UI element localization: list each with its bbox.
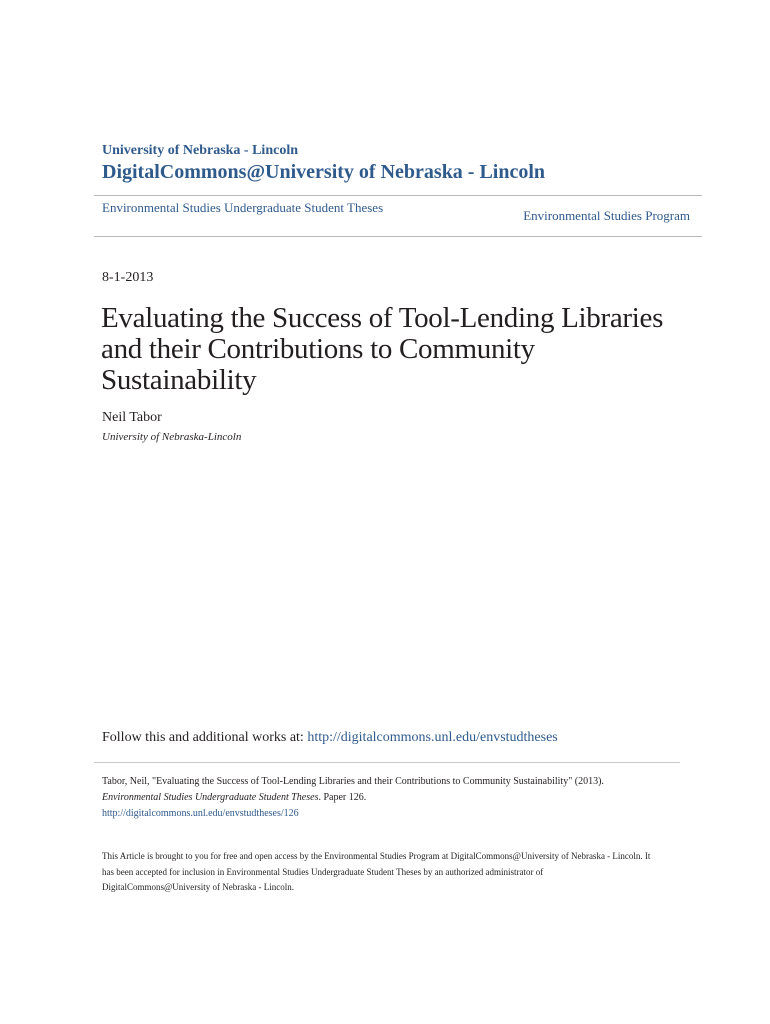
repository-name[interactable]: DigitalCommons@University of Nebraska - Lincoln bbox=[102, 161, 546, 183]
citation-divider bbox=[94, 762, 680, 763]
citation-journal: Environmental Studies Undergraduate Student Theses bbox=[102, 792, 319, 803]
author-name: Neil Tabor bbox=[102, 410, 162, 425]
citation-link[interactable]: http://digitalcommons.unl.edu/envstudtheses/126 bbox=[102, 808, 299, 819]
paper-title bbox=[101, 303, 701, 396]
notice-line: DigitalCommons@University of Nebraska - Lincoln. bbox=[102, 882, 295, 892]
follow-prefix: Follow this and additional works at: bbox=[102, 730, 308, 745]
access-notice bbox=[102, 849, 682, 896]
notice-line: This Article is brought to you for free and open access by the Environmental Studies Program at DigitalCommons@University of Nebraska - Lincoln. It bbox=[102, 851, 651, 861]
paper-title-line: Evaluating the Success of Tool-Lending Libraries bbox=[101, 302, 664, 334]
author-affiliation: University of Nebraska-Lincoln bbox=[102, 431, 242, 443]
program-link[interactable]: Environmental Studies Program bbox=[523, 208, 690, 223]
follow-works bbox=[102, 730, 558, 746]
institution-name[interactable]: University of Nebraska - Lincoln bbox=[102, 143, 298, 158]
series-link[interactable]: Environmental Studies Undergraduate Student Theses bbox=[102, 200, 384, 215]
header-divider-bottom bbox=[94, 236, 702, 237]
paper-title-line: Sustainability bbox=[101, 364, 257, 396]
paper-title-line: and their Contributions to Community bbox=[101, 333, 535, 365]
citation-source-line bbox=[102, 790, 682, 806]
citation-paper-number: . Paper 126. bbox=[318, 792, 367, 803]
citation-line: Tabor, Neil, "Evaluating the Success of Tool-Lending Libraries and their Contributions to Community Sustainability" (2013). bbox=[102, 776, 604, 787]
header-divider-top bbox=[94, 195, 702, 196]
follow-link[interactable]: http://digitalcommons.unl.edu/envstudtheses bbox=[307, 730, 558, 745]
publication-date: 8-1-2013 bbox=[102, 270, 154, 285]
recommended-citation bbox=[102, 774, 682, 822]
notice-line: has been accepted for inclusion in Environmental Studies Undergraduate Student Theses by an authorized administrator of bbox=[102, 866, 544, 877]
citation-link-line bbox=[102, 806, 682, 822]
